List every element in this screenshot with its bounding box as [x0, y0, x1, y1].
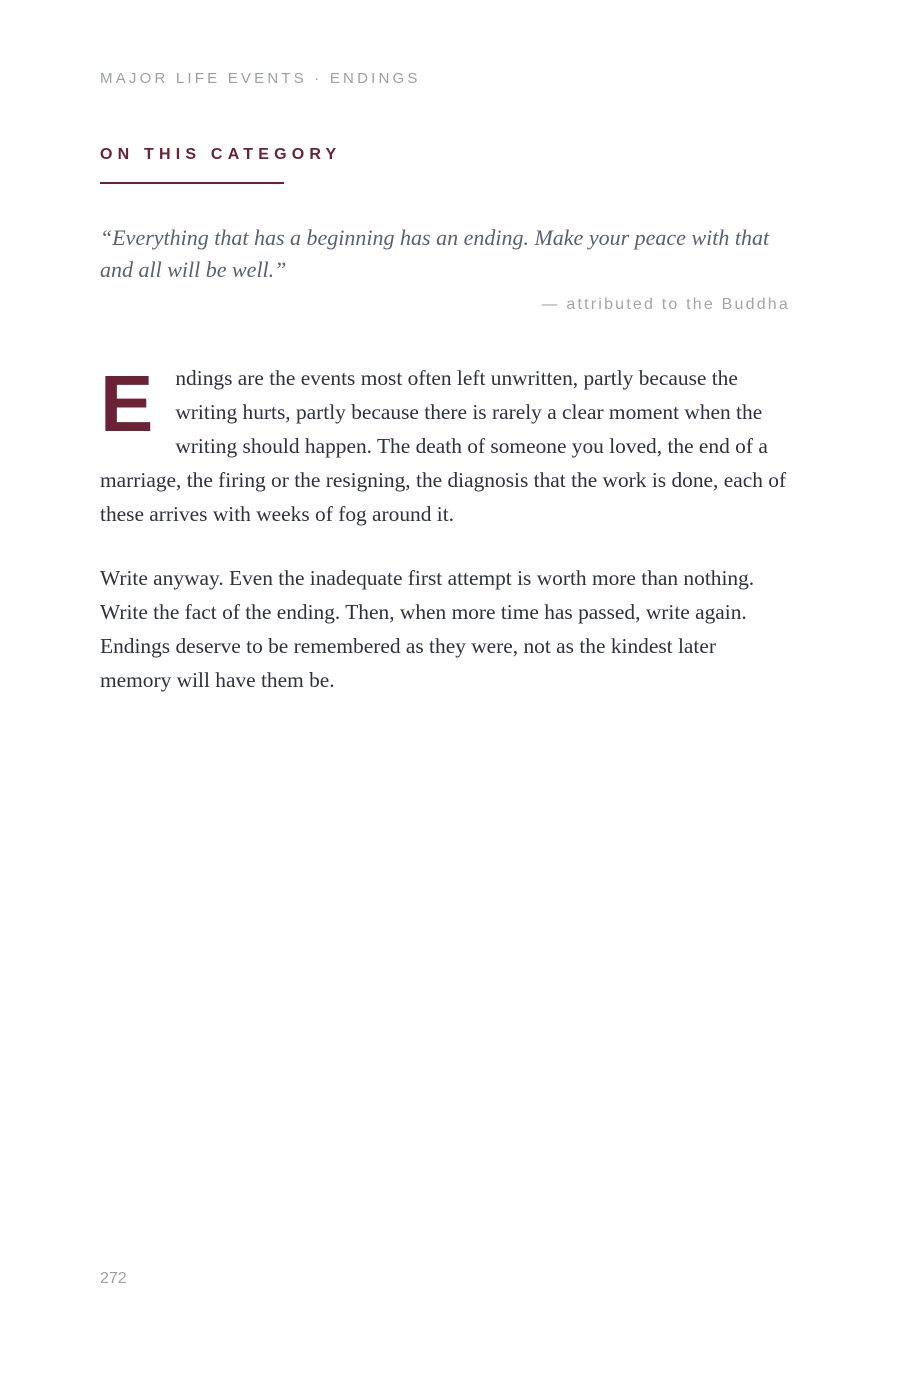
section-heading: ON THIS CATEGORY	[100, 146, 342, 163]
body-paragraph-2: Write anyway. Even the inadequate first attempt is worth more than nothing. Write the fact of the ending. Then, when more time has passed, write again. Endings deserve to be remembered as they were, not as the kindest later memory will have them be.	[100, 566, 755, 692]
drop-cap: E	[100, 359, 154, 448]
book-page	[100, 0, 790, 1378]
body-paragraph-1-text: ndings are the events most often left unwritten, partly because the writing hurts, partly because there is rarely a clear moment when the writing should happen. The death of someone you loved, the end of a marriage, the firing or the resigning, the diagnosis that the work is done, each of these arrives with weeks of fog around it.	[100, 366, 787, 526]
epigraph	[100, 222, 790, 314]
epigraph-quote: “Everything that has a beginning has an ending. Make your peace with that and all will be well.”	[100, 225, 770, 282]
body-paragraph-1	[100, 361, 790, 531]
epigraph-attribution: — attributed to the Buddha	[541, 296, 790, 313]
page-number: 272	[100, 1270, 127, 1287]
body-text	[100, 361, 790, 727]
heading-underline	[100, 182, 284, 184]
running-head: MAJOR LIFE EVENTS · ENDINGS	[100, 70, 421, 87]
